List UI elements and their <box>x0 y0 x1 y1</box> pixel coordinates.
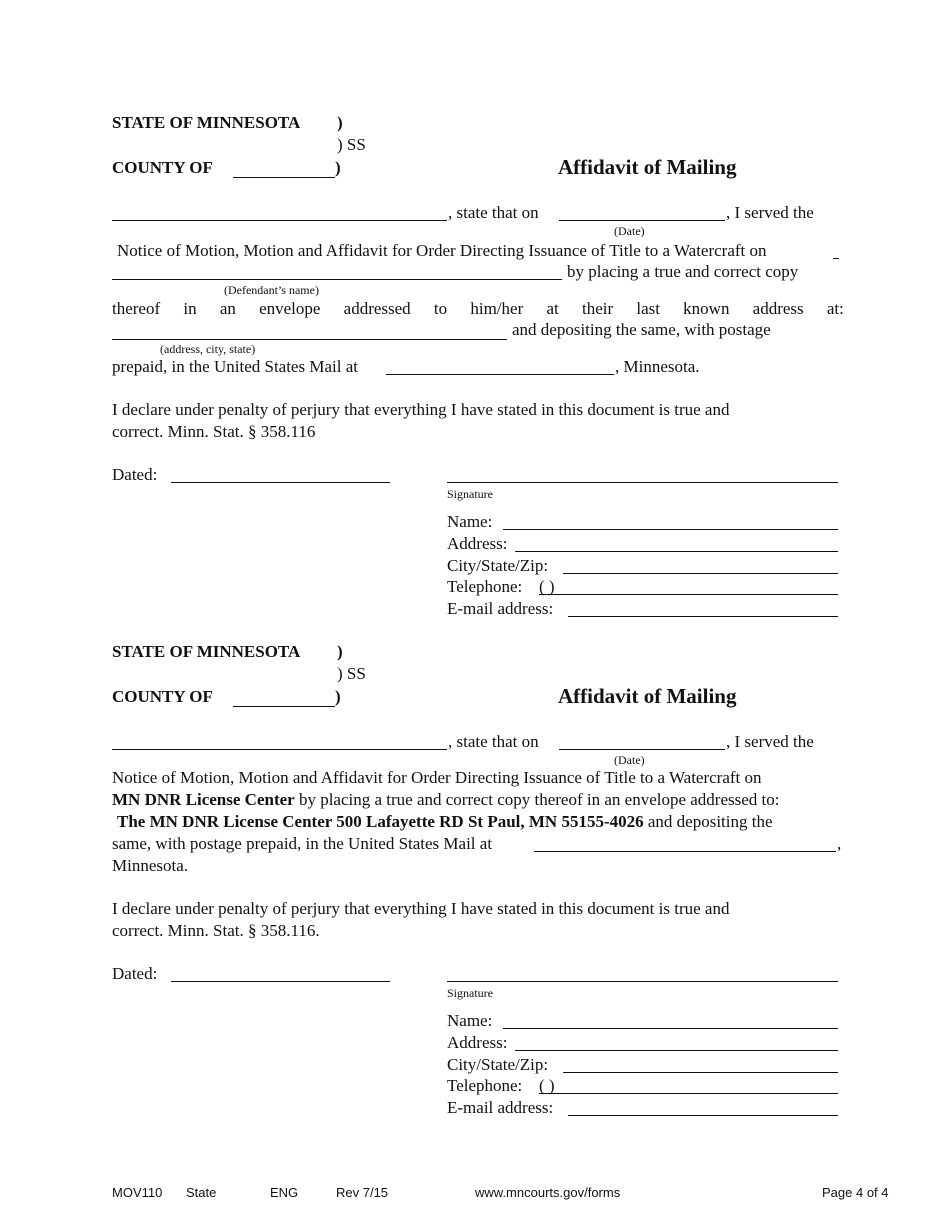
center-address: The MN DNR License Center 500 Lafayette RD St Paul, MN 55155-4026 <box>117 812 644 831</box>
state-heading: STATE OF MINNESOTA <box>112 642 301 661</box>
state-that-on-text: , state that on <box>448 203 539 222</box>
dated-field[interactable] <box>171 981 390 982</box>
email-label: E-mail address: <box>447 1098 554 1117</box>
email-field[interactable] <box>568 616 838 617</box>
name-field[interactable] <box>503 1028 838 1029</box>
affidavit-title: Affidavit of Mailing <box>558 684 737 708</box>
notice-text: Notice of Motion, Motion and Affidavit for Order Directing Issuance of Title to a Watercraft on <box>117 241 767 260</box>
thereof-word: their <box>581 299 614 318</box>
address-label: (address, city, state) <box>160 342 256 356</box>
thereof-word: him/her <box>470 299 524 318</box>
county-field[interactable] <box>233 706 335 707</box>
phone-parens: ( ) <box>539 577 555 596</box>
email-field[interactable] <box>568 1115 838 1116</box>
name-field[interactable] <box>503 529 838 530</box>
prepaid-text: prepaid, in the United States Mail at <box>112 357 358 376</box>
thereof-word: to <box>433 299 448 318</box>
state-paren: ) <box>337 113 343 132</box>
served-text: , I served the <box>726 203 814 222</box>
served-text: , I served the <box>726 732 814 751</box>
declaration-line-2: correct. Minn. Stat. § 358.116 <box>112 422 316 441</box>
mail-location-field[interactable] <box>386 374 614 375</box>
thereof-word: an <box>219 299 236 318</box>
date-field[interactable] <box>559 749 725 750</box>
forms-url[interactable]: www.mncourts.gov/forms <box>475 1185 621 1200</box>
by-placing-text: by placing a true and correct copy <box>567 262 799 281</box>
phone-parens: ( ) <box>539 1076 555 1095</box>
defendant-label: (Defendant’s name) <box>224 283 319 297</box>
date-field[interactable] <box>559 220 725 221</box>
license-center-line <box>112 790 779 810</box>
defendant-name-field[interactable] <box>112 279 562 280</box>
city-label: City/State/Zip: <box>447 1055 549 1074</box>
page-number: Page 4 of 4 <box>822 1185 889 1200</box>
thereof-word: in <box>183 299 197 318</box>
signature-label: Signature <box>447 487 493 501</box>
address-sig-field[interactable] <box>515 551 838 552</box>
date-label: (Date) <box>614 224 645 238</box>
declaration-line-2: correct. Minn. Stat. § 358.116. <box>112 921 320 940</box>
state-that-on-text: , state that on <box>448 732 539 751</box>
name-label: Name: <box>447 1011 493 1030</box>
city-field[interactable] <box>563 1072 838 1073</box>
state-paren: ) <box>337 642 343 661</box>
notice-text: Notice of Motion, Motion and Affidavit for Order Directing Issuance of Title to a Watercraft on <box>112 768 762 787</box>
declaration-line-1: I declare under penalty of perjury that everything I have stated in this document is true and <box>112 899 730 918</box>
signature-label: Signature <box>447 986 493 1000</box>
form-state: State <box>186 1185 217 1200</box>
thereof-word: known <box>683 299 730 318</box>
ss-marker: ) SS <box>337 135 366 154</box>
address-label-sig: Address: <box>447 1033 508 1052</box>
address-field[interactable] <box>112 339 507 340</box>
same-line-text: same, with postage prepaid, in the United States Mail at <box>112 834 493 853</box>
form-language: ENG <box>270 1185 299 1200</box>
county-paren: ) <box>335 687 341 706</box>
state-heading: STATE OF MINNESOTA <box>112 113 301 132</box>
comma: , <box>837 834 842 853</box>
declaration-line-1: I declare under penalty of perjury that everything I have stated in this document is true and <box>112 400 730 419</box>
notice-trailing-line <box>833 258 839 259</box>
and-depositing-text: and depositing the same, with postage <box>512 320 771 339</box>
server-name-field[interactable] <box>112 749 447 750</box>
county-heading: COUNTY OF <box>112 687 213 706</box>
minnesota-text: , Minnesota. <box>615 357 700 376</box>
address-label-sig: Address: <box>447 534 508 553</box>
form-revision: Rev 7/15 <box>336 1185 389 1200</box>
dated-field[interactable] <box>171 482 390 483</box>
center-address-line <box>117 812 773 832</box>
and-depositing-text: and depositing the <box>647 812 773 831</box>
thereof-word: envelope <box>259 299 321 318</box>
telephone-field[interactable] <box>539 1093 838 1094</box>
dated-label: Dated: <box>112 964 158 983</box>
city-field[interactable] <box>563 573 838 574</box>
county-field[interactable] <box>233 177 335 178</box>
affidavit-title: Affidavit of Mailing <box>558 155 737 179</box>
form-id: MOV110 <box>112 1185 163 1200</box>
address-sig-field[interactable] <box>515 1050 838 1051</box>
minnesota-text: Minnesota. <box>112 856 189 875</box>
mail-location-field[interactable] <box>534 851 836 852</box>
name-label: Name: <box>447 512 493 531</box>
ss-marker: ) SS <box>337 664 366 683</box>
thereof-word: address <box>752 299 804 318</box>
date-label: (Date) <box>614 753 645 767</box>
thereof-word: at <box>546 299 559 318</box>
thereof-word: last <box>636 299 660 318</box>
signature-field[interactable] <box>447 981 838 982</box>
county-heading: COUNTY OF <box>112 158 213 177</box>
thereof-word: thereof <box>112 299 161 318</box>
thereof-word: addressed <box>343 299 411 318</box>
telephone-field[interactable] <box>539 594 838 595</box>
email-label: E-mail address: <box>447 599 554 618</box>
thereof-line <box>112 299 844 319</box>
license-center-name: MN DNR License Center <box>112 790 295 809</box>
dated-label: Dated: <box>112 465 158 484</box>
server-name-field[interactable] <box>112 220 447 221</box>
telephone-label: Telephone: <box>447 577 523 596</box>
city-label: City/State/Zip: <box>447 556 549 575</box>
signature-field[interactable] <box>447 482 838 483</box>
telephone-label: Telephone: <box>447 1076 523 1095</box>
county-paren: ) <box>335 158 341 177</box>
by-placing-text: by placing a true and correct copy thereof in an envelope addressed to: <box>298 790 780 809</box>
thereof-word: at: <box>826 299 844 318</box>
